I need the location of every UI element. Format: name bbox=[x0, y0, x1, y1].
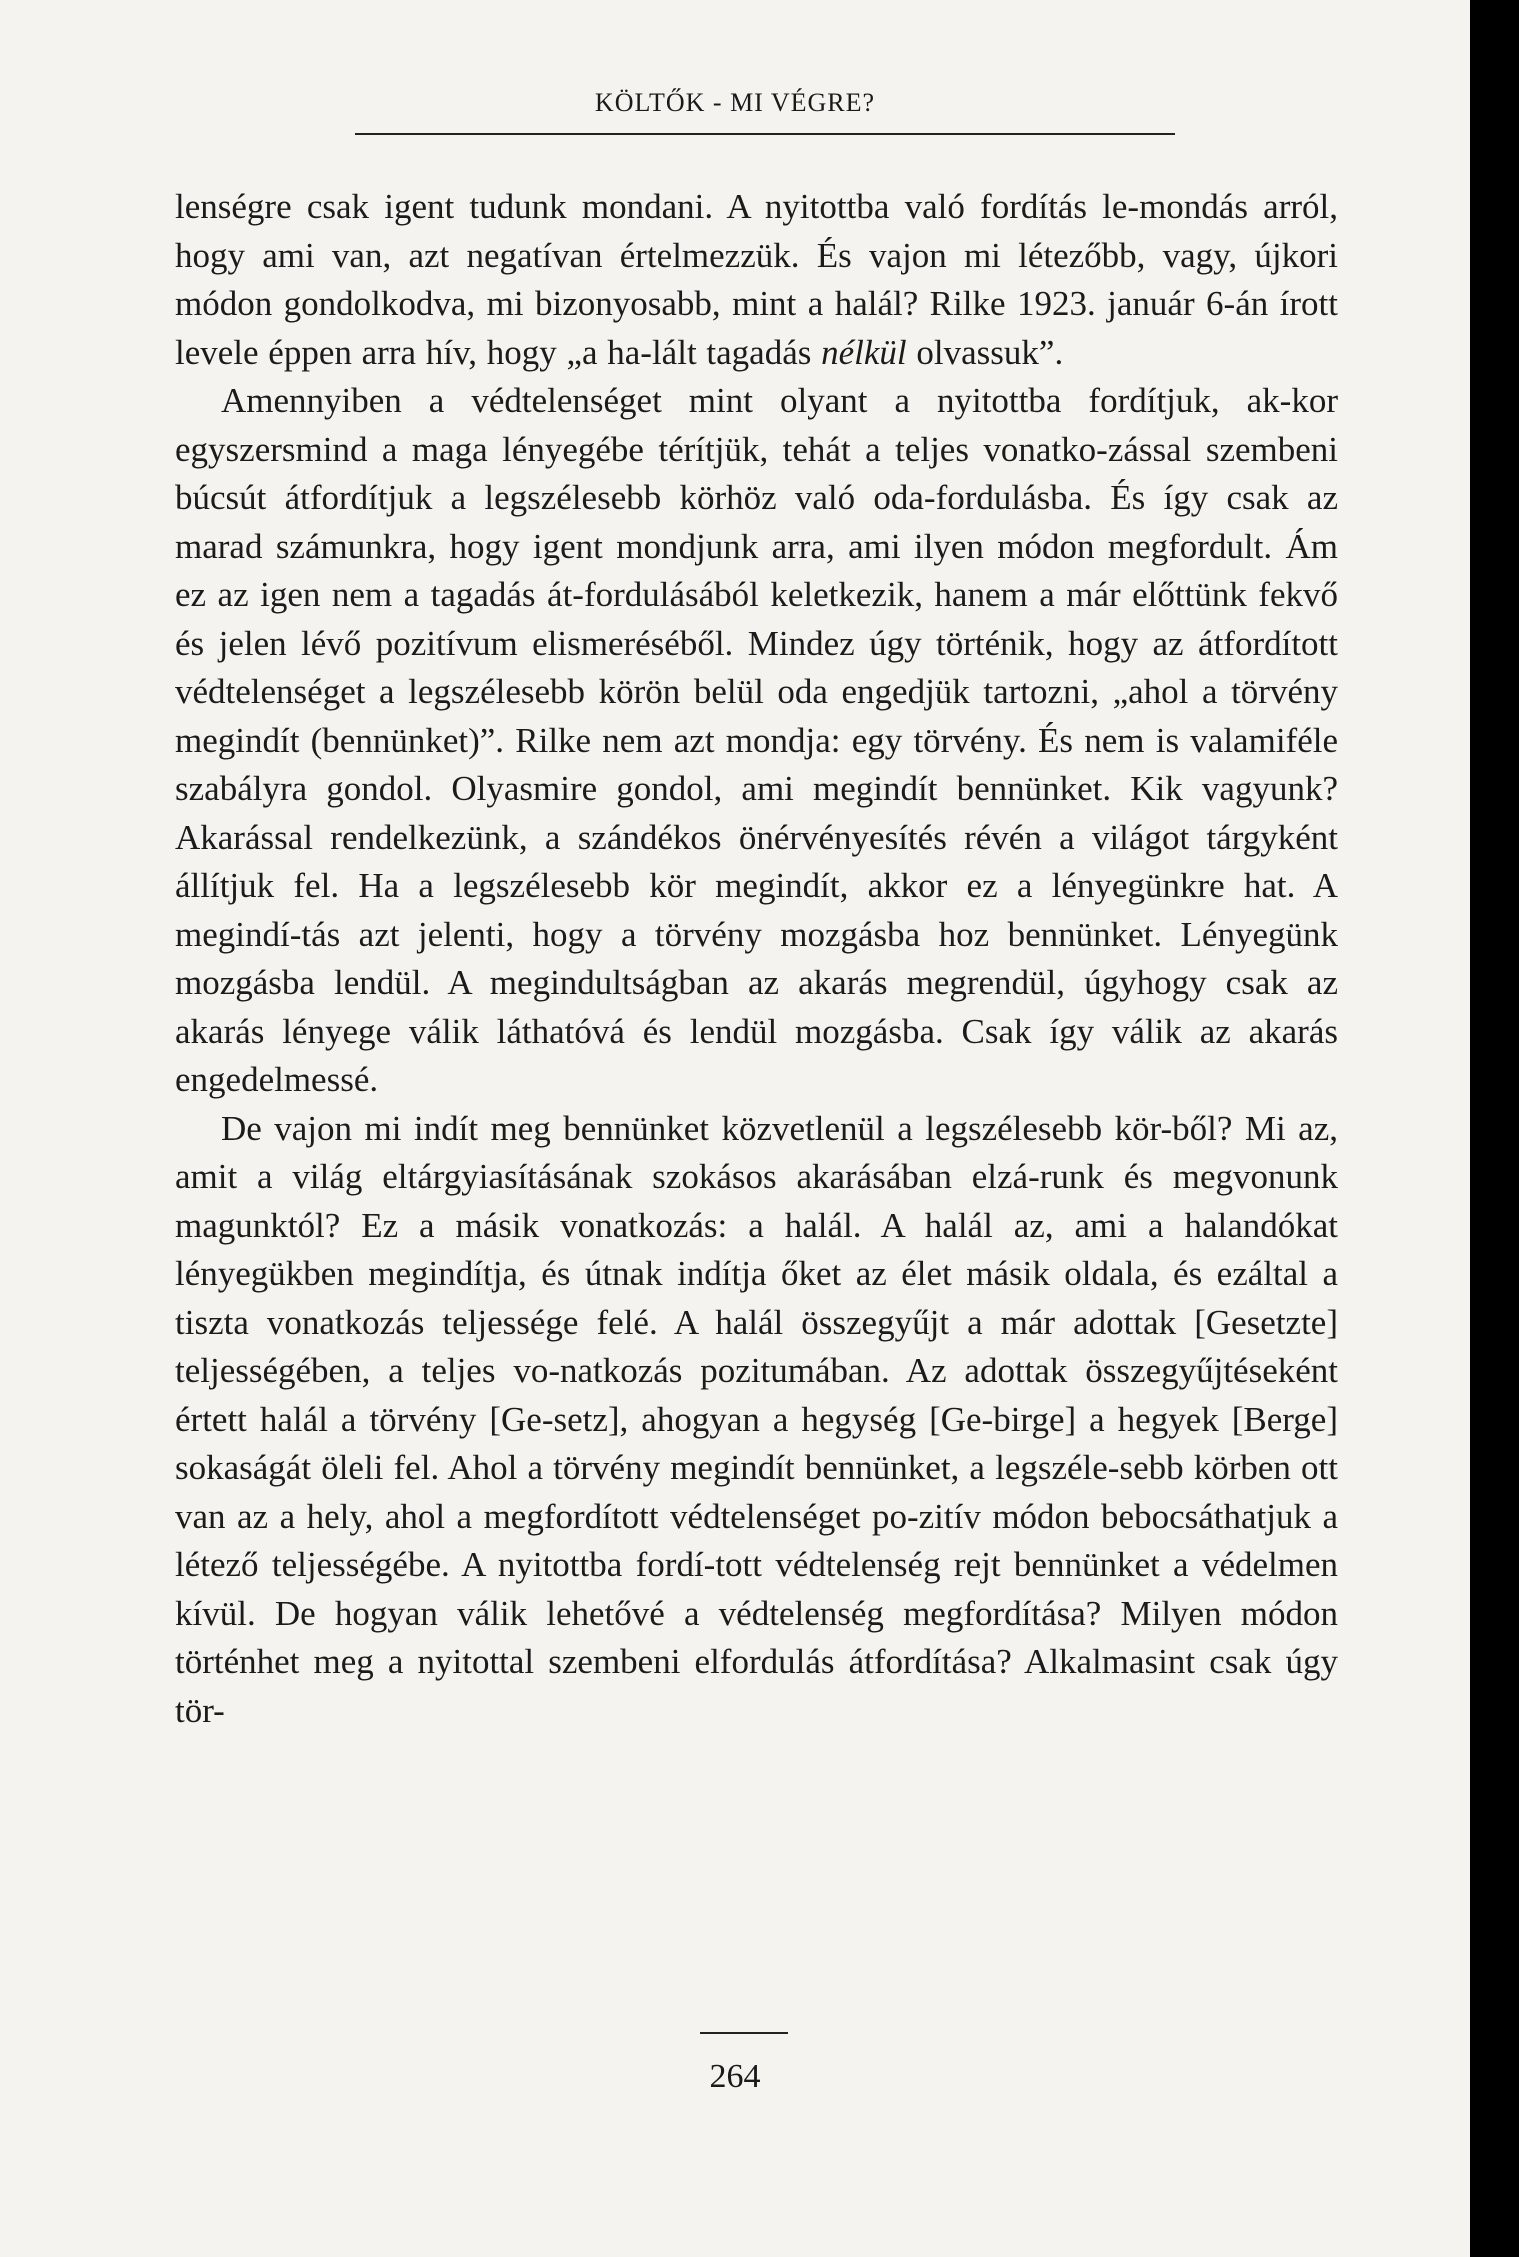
paragraph-3: De vajon mi indít meg bennünket közvetlenül a legszélesebb kör-ből? Mi az, amit a világ eltárgyiasításának szokásos akarásában elzá-runk és megvonunk magunktól? Ez a másik vonatkozás: a halál. A halál az, ami a halandókat lényegükben megindítja, és útnak indítja őket az élet másik oldala, és ezáltal a tiszta vonatkozás teljessége felé. A halál összegyűjt a már adottak [Gesetzte] teljességében, a teljes vo-natkozás pozitumában. Az adottak összegyűjtéseként értett halál a törvény [Ge-setz], ahogyan a hegység [Ge-birge] a hegyek [Berge] sokaságát öleli fel. Ahol a törvény megindít bennünket, a legszéle-sebb körben ott van az a hely, ahol a megfordított védtelenséget po-zitív módon bebocsáthatjuk a létező teljességébe. A nyitottba fordí-tott védtelenség rejt bennünket a védelmen kívül. De hogyan válik lehetővé a védtelenség megfordítása? Milyen módon történhet meg a nyitottal szembeni elfordulás átfordítása? Alkalmasint csak úgy tör- bbox=[175, 1108, 1338, 1730]
paragraph-1-tail: olvassuk”. bbox=[906, 332, 1064, 372]
paragraph-2: Amennyiben a védtelenséget mint olyant a nyitottba fordítjuk, ak-kor egyszersmind a maga lényegébe térítjük, tehát a teljes vonatko-zással szembeni búcsút átfordítjuk a legszélesebb körhöz való oda-fordulásba. És így csak az marad számunkra, hogy igent mondjunk arra, ami ilyen módon megfordult. Ám ez az igen nem a tagadás át-fordulásából keletkezik, hanem a már előttünk fekvő és jelen lévő pozitívum elismeréséből. Mindez úgy történik, hogy az átfordított védtelenséget a legszélesebb körön belül oda engedjük tartozni, „ahol a törvény megindít (bennünket)”. Rilke nem azt mondja: egy törvény. És nem is valamiféle szabályra gondol. Olyasmire gondol, ami megindít bennünket. Kik vagyunk? Akarással rendelkezünk, a szándékos önérvényesítés révén a világot tárgyként állítjuk fel. Ha a legszélesebb kör megindít, akkor ez a lényegünkre hat. A megindí-tás azt jelenti, hogy a törvény mozgásba hoz bennünket. Lényegünk mozgásba lendül. A megindultságban az akarás megrendül, úgyhogy csak az akarás lényege válik láthatóvá és lendül mozgásba. Csak így válik az akarás engedelmessé. bbox=[175, 381, 1338, 1099]
body-text bbox=[175, 183, 1338, 1735]
header-rule bbox=[355, 133, 1175, 135]
page-number: 264 bbox=[709, 2058, 761, 2095]
paragraph-1 bbox=[175, 183, 1338, 377]
footer-rule bbox=[700, 2032, 788, 2034]
running-head: KÖLTŐK - MI VÉGRE? bbox=[594, 88, 876, 117]
paragraph-1-text: lenségre csak igent tudunk mondani. A nyitottba való fordítás le-mondás arról, hogy ami van, azt negatívan értelmezzük. És vajon mi létezőbb, vagy, újkori módon gondolkodva, mi bizonyosabb, mint a halál? Rilke 1923. január 6-án írott levele éppen arra hív, hogy „a ha-lált tagadás bbox=[175, 187, 1338, 372]
emphasized-word: nélkül bbox=[821, 332, 907, 372]
